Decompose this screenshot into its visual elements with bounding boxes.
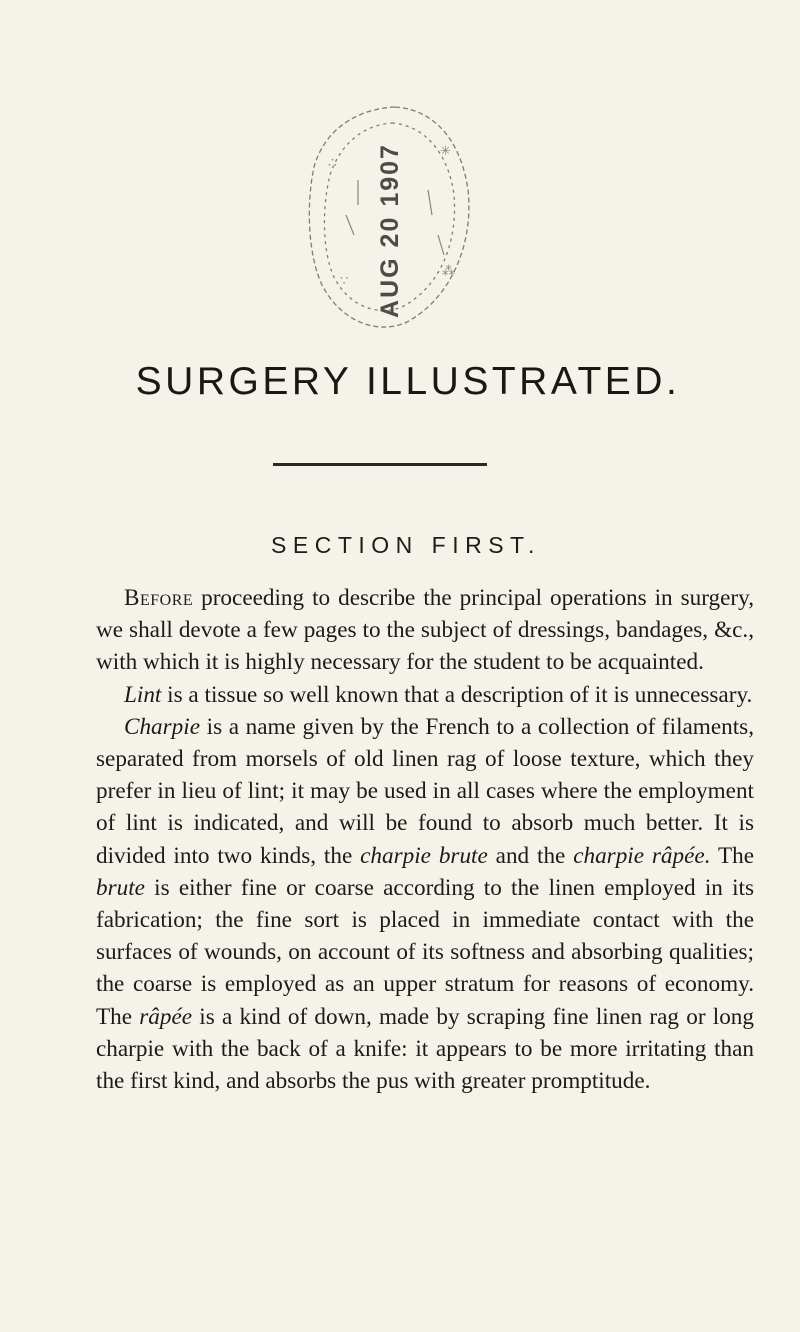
- italic-term: râpée: [139, 1003, 193, 1030]
- paragraph-text: is a name given by the French to a collection of filaments, separated from morsels of old linen rag of loose texture, which they prefer in lieu of lint; it may be used in all cases where the employment of lint is indicated, and will be found to absorb much better. It is divided into two kinds, the: [96, 713, 754, 869]
- paragraph-charpie: [96, 711, 754, 1097]
- svg-text:✳: ✳: [440, 143, 451, 158]
- title-divider: [273, 463, 487, 466]
- italic-term: charpie brute: [360, 842, 488, 869]
- paragraph-lead-term: Lint: [124, 681, 162, 708]
- italic-term: brute: [96, 874, 145, 901]
- body-text: [96, 582, 754, 1097]
- italic-term: charpie râpée.: [573, 842, 711, 869]
- paragraph-text: The: [710, 842, 754, 869]
- paragraph-text: is a kind of down, made by scraping fine linen rag or long charpie with the back of a knife: it appears to be more irritating than the first kind, and absorbs the pus with greater promptitude.: [96, 1003, 754, 1095]
- paragraph-lead-term: Charpie: [124, 713, 201, 740]
- paragraph-lead-word: Before: [124, 585, 194, 611]
- paragraph-text: and the: [487, 842, 574, 869]
- svg-text:∵: ∵: [340, 273, 349, 288]
- paragraph-lint: [96, 679, 754, 711]
- svg-text:⁂: ⁂: [442, 263, 455, 278]
- stamp-date-text: AUG 20 1907: [375, 142, 404, 318]
- paragraph-text: is a tissue so well known that a description of it is unnecessary.: [161, 681, 753, 708]
- paragraph-text: is either fine or coarse according to the linen employed in its fabrication; the fine sort is placed in immediate contact with the surfaces of wounds, on account of its softness and absorbing qualities; the coarse is employed as an upper stratum for reasons of economy. The: [96, 874, 754, 1030]
- paragraph-before: [96, 582, 754, 679]
- book-title: SURGERY ILLUSTRATED.: [135, 360, 681, 403]
- paragraph-text: proceeding to describe the principal operations in surgery, we shall devote a few pages to the subject of dressings, bandages, &c., with which it is highly necessary for the student to be acquainted.: [96, 585, 754, 676]
- svg-text:∴: ∴: [328, 156, 337, 171]
- section-heading: SECTION FIRST.: [271, 532, 541, 558]
